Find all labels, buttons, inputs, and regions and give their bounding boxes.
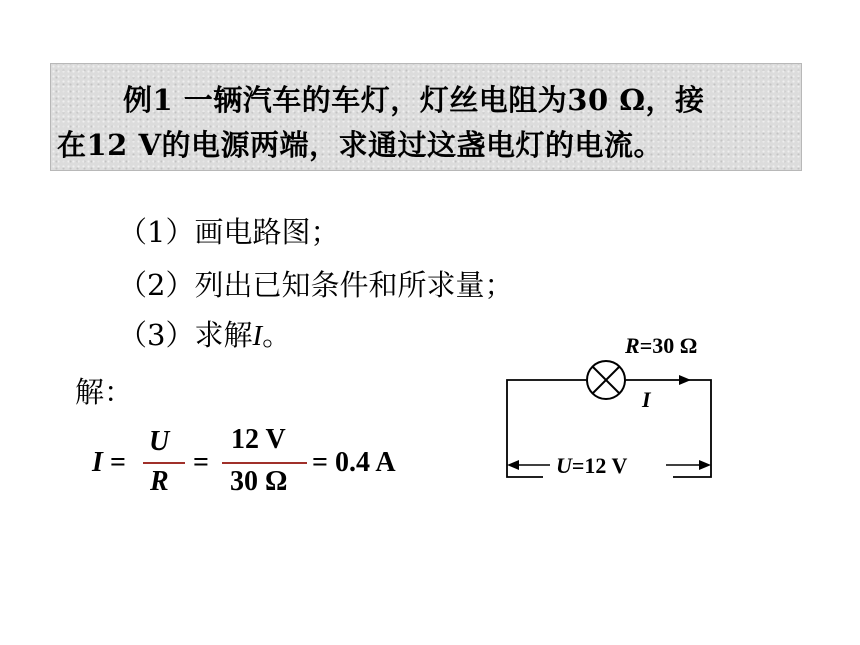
circuit-wire-right [626, 380, 711, 477]
problem-line-2: 在12 V的电源两端，求通过这盏电灯的电流。 [57, 128, 663, 162]
fraction-1-bar [143, 462, 185, 464]
current-arrow-icon [679, 375, 691, 385]
fraction-1-numerator: U [149, 426, 170, 457]
step-2: （2）列出已知条件和所求量； [118, 268, 514, 302]
step-1: （1）画电路图； [118, 215, 340, 249]
fraction-2-numerator: 12 V [231, 424, 286, 455]
problem-box [50, 63, 802, 171]
problem-line-1: 例1 一辆汽车的车灯，灯丝电阻为30 Ω，接 [123, 83, 705, 117]
equation-result: = 0.4 A [312, 447, 396, 478]
equation-lhs: I [92, 447, 103, 478]
fraction-2-denominator: 30 Ω [230, 466, 288, 497]
solution-label: 解： [75, 375, 134, 409]
equation-equals-1: = [110, 447, 126, 478]
step-3-suffix: 。 [262, 318, 292, 352]
lamp-symbol-icon [587, 361, 625, 399]
circuit-diagram [495, 325, 735, 495]
step-3 [118, 313, 291, 354]
step-3-variable: I [252, 320, 263, 352]
voltage-label: U=12 V [556, 453, 628, 478]
equation-equals-2: = [193, 447, 209, 478]
current-label: I [642, 387, 651, 412]
step-3-prefix: （3）求解 [118, 318, 253, 352]
fraction-1-denominator: R [150, 466, 169, 497]
fraction-2-bar [222, 462, 307, 464]
resistance-label: R=30 Ω [625, 333, 698, 358]
